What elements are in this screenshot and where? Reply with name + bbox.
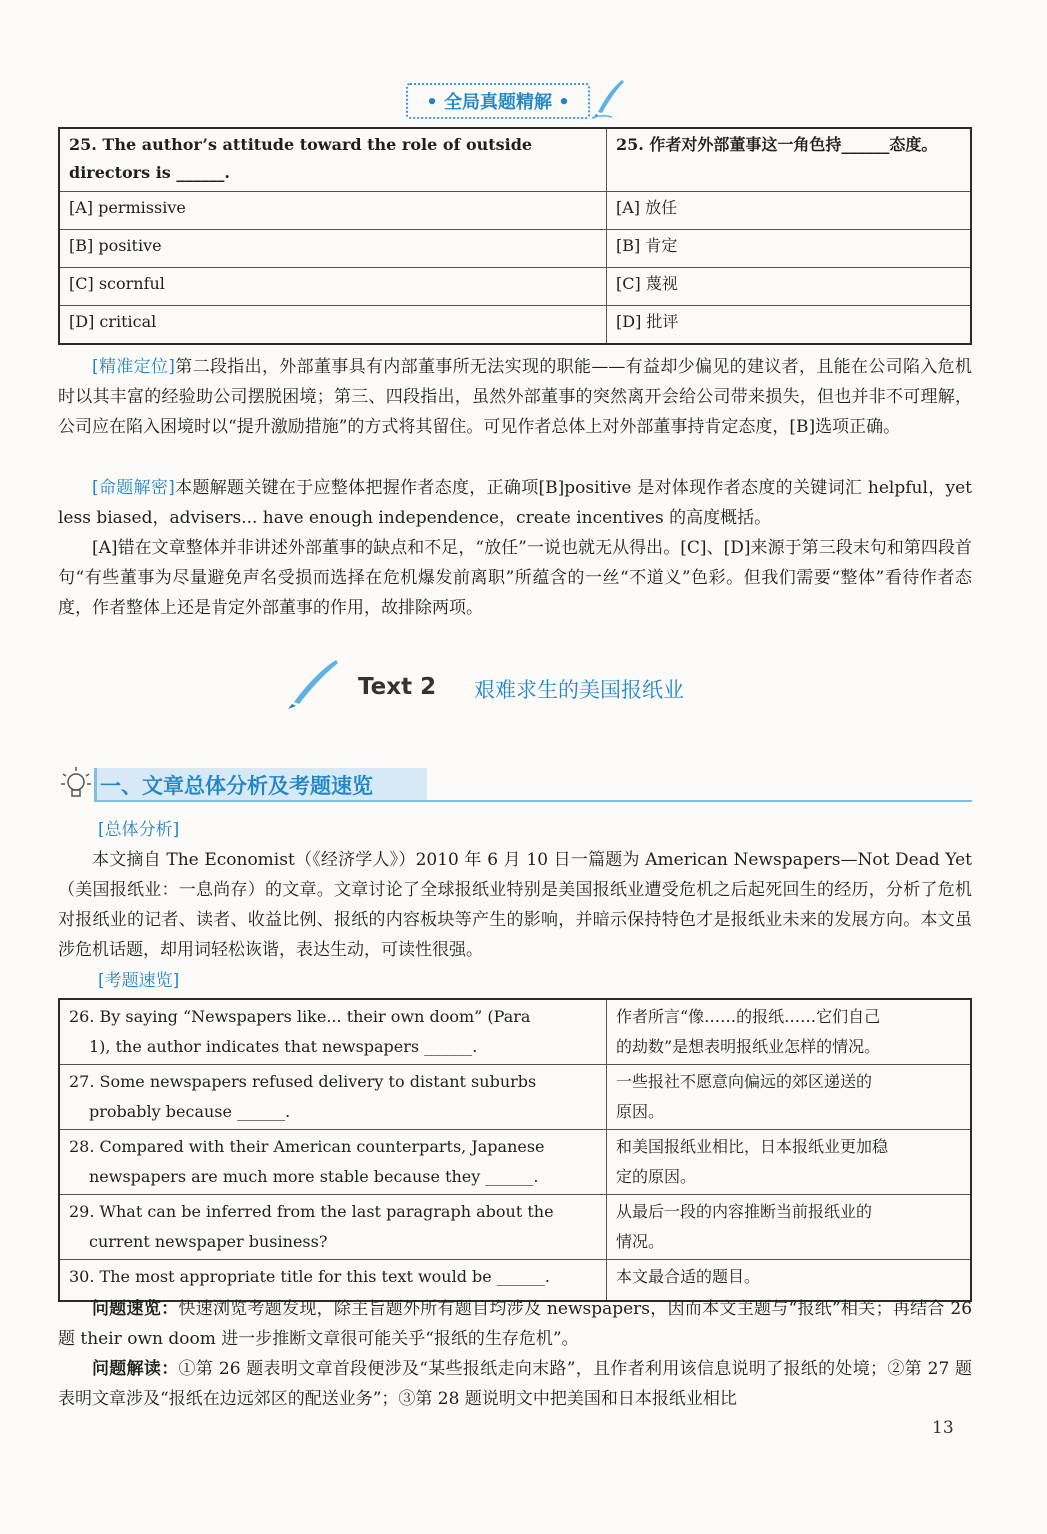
table-row: 29. What can be inferred from the last paragraph about the current newspaper business? 从最后一段的内容推断当前报纸业的 情况。 xyxy=(59,1195,971,1260)
option-b-en: [B] positive xyxy=(59,230,607,268)
section-divider xyxy=(94,800,972,802)
option-d-zh: [D] 批评 xyxy=(607,306,972,345)
tag-question-preview: [考题速览] xyxy=(98,971,180,991)
section-banner: • 全局真题精解 • xyxy=(406,83,590,119)
overview-paragraph: 本文摘自 The Economist（《经济学人》）2010 年 6 月 10 日一篇题为 American Newspapers—Not Dead Yet（美国报纸业：一息尚存）的文章。文章讨论了全球报纸业特别是美国报纸业遭受危机之后起死回生的经历，分析了危机对报纸业的记者、读者、收益比例、报纸的内容板块等产生的影响，并暗示保持特色才是报纸业未来的发展方向。本文虽涉危机话题，却用词轻松诙谐，表达生动，可读性很强。 xyxy=(58,850,972,960)
question-25-en: 25. The author’s attitude toward the role of outside directors is ______. xyxy=(59,128,607,192)
table-row: 30. The most appropriate title for this text would be ______. 本文最合适的题目。 xyxy=(59,1260,971,1302)
option-d-en: [D] critical xyxy=(59,306,607,345)
interpretation-paragraph: 问题解读：①第 26 题表明文章首段便涉及“某些报纸走向末路”，且作者利用该信息说明了报纸的处境；②第 27 题表明文章涉及“报纸在边远郊区的配送业务”；③第 28 题说明文中把美国和日本报纸业相比 xyxy=(58,1359,972,1409)
quick-preview-paragraph: 问题速览：快速浏览考题发现，除主旨题外所有题目均涉及 newspapers，因而本文主题与“报纸”相关；再结合 26 题 their own doom 进一步推断文章很可能关乎“报纸的生存危机”。 xyxy=(58,1299,973,1349)
question-25-zh: 25. 作者对外部董事这一角色持______态度。 xyxy=(607,128,972,192)
option-c-zh: [C] 蔑视 xyxy=(607,268,972,306)
option-a-en: [A] permissive xyxy=(59,192,607,230)
text-2-label: Text 2 xyxy=(358,674,437,700)
option-b-zh: [B] 肯定 xyxy=(607,230,972,268)
analysis-paragraph-1: [精准定位]第二段指出，外部董事具有内部董事所无法实现的职能——有益却少偏见的建议者，且能在公司陷入危机时以其丰富的经验助公司摆脱困境；第三、四段指出，虽然外部董事的突然离开会给公司带来损失，但也并非不可理解，公司应在陷入困境时以“提升激励措施”的方式将其留住。可见作者总体上对外部董事持肯定态度，[B]选项正确。 xyxy=(58,357,973,437)
questions-preview-table xyxy=(58,998,972,1302)
table-row: 27. Some newspapers refused delivery to distant suburbs probably because ______. 一些报社不愿意向偏远的郊区递送的 原因。 xyxy=(59,1065,971,1130)
tag-question-decode: [命题解密] xyxy=(92,478,175,498)
quill-pen-icon xyxy=(590,78,626,120)
analysis-paragraph-2: [命题解密]本题解题关键在于应整体把握作者态度，正确项[B]positive 是对体现作者态度的关键词汇 helpful，yet less biased，advisers... have enough independence，create incentives 的高度概括。 xyxy=(58,478,972,528)
text-2-title: 艰难求生的美国报纸业 xyxy=(474,678,684,702)
question-25-table xyxy=(58,127,972,345)
tag-precise-location: [精准定位] xyxy=(92,357,175,377)
tag-overall-analysis: [总体分析] xyxy=(98,820,180,840)
section-title: 一、文章总体分析及考题速览 xyxy=(100,774,373,798)
lightbulb-icon xyxy=(60,766,92,802)
table-row: 26. By saying “Newspapers like... their own doom” (Para 1), the author indicates that newspapers ______. 作者所言“像……的报纸……它们自己 的劫数”是想表明报纸业怎样的情况。 xyxy=(59,999,971,1065)
option-c-en: [C] scornful xyxy=(59,268,607,306)
quill-pen-icon xyxy=(284,658,340,710)
page-number: 13 xyxy=(932,1418,954,1438)
analysis-paragraph-3: [A]错在文章整体并非讲述外部董事的缺点和不足，“放任”一说也就无从得出。[C]、[D]来源于第三段末句和第四段首句“有些董事为尽量避免声名受损而选择在危机爆发前离职”所蕴含的一丝“不道义”色彩。但我们需要“整体”看待作者态度，作者整体上还是肯定外部董事的作用，故排除两项。 xyxy=(58,538,972,618)
option-a-zh: [A] 放任 xyxy=(607,192,972,230)
table-row: 28. Compared with their American counterparts, Japanese newspapers are much more stable because they ______. 和美国报纸业相比，日本报纸业更加稳 定的原因。 xyxy=(59,1130,971,1195)
